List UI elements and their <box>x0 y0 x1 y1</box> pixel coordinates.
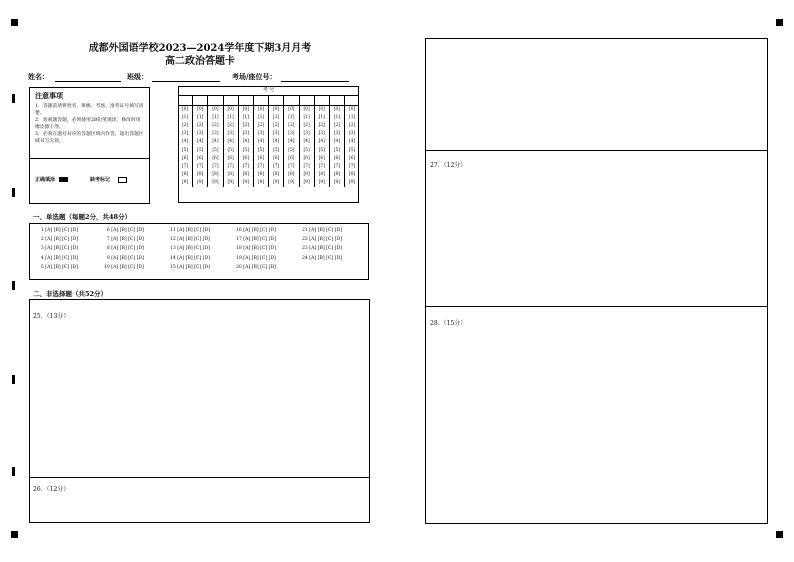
exam-id-bubble[interactable]: [5] <box>238 147 253 155</box>
exam-id-bubble[interactable]: [7] <box>284 163 299 171</box>
side-mark <box>12 467 15 476</box>
exam-id-bubble[interactable]: [8] <box>181 171 189 177</box>
exam-id-bubble[interactable]: [9] <box>253 179 268 187</box>
choice-row <box>38 228 368 233</box>
choice-item-17[interactable]: 17 [A] [B] [C] [D] <box>236 237 276 243</box>
side-mark <box>12 281 15 290</box>
exam-id-bubble[interactable]: [9] <box>284 179 299 187</box>
exam-id-bubble[interactable]: [1] <box>299 114 314 122</box>
exam-id-bubble[interactable]: [2] <box>208 122 223 130</box>
class-field[interactable] <box>127 72 220 82</box>
sheet-title-line2: 高二政治答题卡 <box>165 56 235 67</box>
exam-id-bubble[interactable]: [1] <box>253 114 268 122</box>
exam-id-write-cell[interactable] <box>208 96 223 106</box>
choice-item-14[interactable]: 14 [A] [B] [C] [D] <box>170 255 210 261</box>
exam-id-bubble[interactable]: [6] <box>223 155 238 163</box>
choice-item-13[interactable]: 13 [A] [B] [C] [D] <box>170 246 210 252</box>
exam-id-bubble[interactable]: [3] <box>193 130 208 138</box>
exam-id-bubble[interactable]: [9] <box>314 179 329 187</box>
exam-id-bubble[interactable]: [6] <box>299 155 314 163</box>
exam-id-bubble[interactable]: [8] <box>253 171 268 179</box>
exam-id-write-cell[interactable] <box>223 96 238 106</box>
choice-row <box>38 265 302 270</box>
exam-id-bubble[interactable]: [8] <box>314 171 329 179</box>
notes-item: 3．必须在题号对应的答题区域内作答，超出答题区域书写无效。 <box>35 132 144 144</box>
name-label: 姓名： <box>28 72 49 81</box>
choice-item-21[interactable]: 21 [A] [B] [C] [D] <box>302 228 342 233</box>
question-27-label: 27．（12分） <box>430 162 467 169</box>
exam-id-bubble[interactable]: [7] <box>345 163 360 171</box>
exam-id-write-cell[interactable] <box>253 96 268 106</box>
choice-item-24[interactable]: 24 [A] [B] [C] [D] <box>302 255 342 261</box>
exam-id-bubble[interactable]: [8] <box>269 171 284 179</box>
exam-id-write-cell[interactable] <box>269 96 284 106</box>
exam-id-bubble[interactable]: [2] <box>238 122 253 130</box>
exam-id-bubble[interactable]: [2] <box>223 122 238 130</box>
exam-id-bubble[interactable]: [8] <box>193 171 208 179</box>
choice-item-18[interactable]: 18 [A] [B] [C] [D] <box>236 246 276 252</box>
exam-id-bubble[interactable]: [5] <box>345 147 360 155</box>
exam-id-bubble[interactable]: [9] <box>223 179 238 187</box>
exam-id-bubble[interactable]: [3] <box>284 130 299 138</box>
exam-id-bubble[interactable]: [5] <box>208 147 223 155</box>
exam-id-bubble[interactable]: [5] <box>299 147 314 155</box>
exam-id-bubble[interactable]: [2] <box>284 122 299 130</box>
exam-id-bubble[interactable]: [3] <box>238 130 253 138</box>
exam-id-bubble[interactable]: [6] <box>329 155 344 163</box>
exam-id-bubble[interactable]: [7] <box>299 163 314 171</box>
corner-mark-top-left <box>11 19 18 26</box>
exam-id-bubble[interactable]: [1] <box>181 115 189 121</box>
exam-id-bubble[interactable]: [0] <box>208 106 223 115</box>
exam-id-bubble[interactable]: [1] <box>193 114 208 122</box>
exam-id-bubble[interactable]: [0] <box>238 106 253 115</box>
exam-id-bubble[interactable]: [9] <box>345 179 360 187</box>
exam-id-bubble[interactable]: [6] <box>345 155 360 163</box>
choice-item-7[interactable]: 7 [A] [B] [C] [D] <box>104 237 144 243</box>
choice-item-1[interactable]: 1 [A] [B] [C] [D] <box>38 228 78 233</box>
choice-item-8[interactable]: 8 [A] [B] [C] [D] <box>104 246 144 252</box>
exam-id-bubble[interactable]: [3] <box>345 130 360 138</box>
exam-id-write-cell[interactable] <box>329 96 344 106</box>
exam-id-bubble[interactable]: [9] <box>208 179 223 187</box>
choice-item-5[interactable]: 5 [A] [B] [C] [D] <box>38 264 78 270</box>
exam-id-bubble[interactable]: [7] <box>329 163 344 171</box>
exam-id-bubble[interactable]: [2] <box>269 122 284 130</box>
absent-mark-box[interactable] <box>118 177 127 183</box>
name-field[interactable] <box>28 72 121 82</box>
exam-id-bubble[interactable]: [6] <box>284 155 299 163</box>
exam-id-bubble[interactable]: [9] <box>238 179 253 187</box>
question-28-label: 28．（15分） <box>430 320 467 327</box>
exam-id-bubble[interactable]: [0] <box>345 106 360 115</box>
exam-id-bubble[interactable]: [1] <box>208 114 223 122</box>
exam-id-bubble[interactable]: [5] <box>329 147 344 155</box>
exam-id-bubble[interactable]: [8] <box>238 171 253 179</box>
exam-id-bubble[interactable]: [5] <box>284 147 299 155</box>
exam-id-bubble[interactable]: [8] <box>208 171 223 179</box>
answer-box-25-26[interactable] <box>29 299 370 523</box>
exam-id-header: 考 号 <box>262 87 275 93</box>
exam-id-bubble[interactable]: [4] <box>238 138 253 146</box>
choice-item-2[interactable]: 2 [A] [B] [C] [D] <box>38 237 78 243</box>
exam-id-bubble[interactable]: [5] <box>181 147 189 153</box>
exam-id-bubble[interactable]: [3] <box>269 130 284 138</box>
exam-id-bubble[interactable]: [2] <box>345 122 360 130</box>
exam-id-bubble[interactable]: [2] <box>329 122 344 130</box>
exam-id-write-cell[interactable] <box>314 96 329 106</box>
choice-item-23[interactable]: 23 [A] [B] [C] [D] <box>302 246 342 252</box>
exam-id-grid <box>178 86 359 187</box>
exam-id-bubble[interactable]: [8] <box>345 171 360 179</box>
exam-id-bubble[interactable]: [0] <box>284 106 299 115</box>
exam-id-bubble[interactable]: [4] <box>345 138 360 146</box>
exam-id-bubble[interactable]: [6] <box>208 155 223 163</box>
exam-id-bubble[interactable]: [0] <box>299 106 314 115</box>
exam-id-bubble[interactable]: [9] <box>193 179 208 187</box>
exam-id-bubble[interactable]: [1] <box>329 114 344 122</box>
exam-id-bubble[interactable]: [6] <box>181 155 189 161</box>
exam-id-bubble[interactable]: [7] <box>238 163 253 171</box>
side-mark <box>12 94 15 103</box>
exam-id-write-cell[interactable] <box>284 96 299 106</box>
choice-item-10[interactable]: 10 [A] [B] [C] [D] <box>104 264 144 270</box>
exam-id-bubble[interactable]: [9] <box>181 179 189 185</box>
exam-id-bubble[interactable]: [2] <box>314 122 329 130</box>
exam-id-bubble[interactable]: [4] <box>223 138 238 146</box>
exam-id-bubble[interactable]: [7] <box>253 163 268 171</box>
answer-box-27-28[interactable] <box>425 38 768 524</box>
exam-id-bubble[interactable]: [9] <box>329 179 344 187</box>
exam-id-bubble[interactable]: [6] <box>193 155 208 163</box>
exam-id-bubble[interactable]: [4] <box>253 138 268 146</box>
absent-label: 缺考标记 <box>90 177 111 183</box>
corner-mark-bottom-left <box>11 531 18 538</box>
question-25-label: 25．（13分） <box>33 313 70 320</box>
exam-id-bubble[interactable]: [0] <box>314 106 329 115</box>
room-seat-label: 考场/座位号： <box>232 72 277 81</box>
side-mark <box>12 375 15 384</box>
absent-legend <box>90 176 127 183</box>
exam-id-bubble[interactable]: [9] <box>299 179 314 187</box>
choice-item-22[interactable]: 22 [A] [B] [C] [D] <box>302 237 342 243</box>
exam-id-bubble[interactable]: [1] <box>269 114 284 122</box>
exam-id-bubble[interactable]: [4] <box>284 138 299 146</box>
exam-id-bubble[interactable]: [0] <box>253 106 268 115</box>
exam-id-bubble[interactable]: [2] <box>181 123 189 129</box>
filled-swatch <box>59 177 68 182</box>
exam-id-bubble[interactable]: [5] <box>269 147 284 155</box>
exam-id-bubble[interactable]: [0] <box>181 107 189 113</box>
exam-id-bubble[interactable]: [3] <box>329 130 344 138</box>
exam-id-bubble[interactable]: [3] <box>223 130 238 138</box>
exam-id-write-cell[interactable] <box>345 96 360 106</box>
room-seat-field[interactable] <box>232 72 349 82</box>
exam-id-bubble[interactable]: [1] <box>238 114 253 122</box>
exam-id-bubble[interactable]: [2] <box>299 122 314 130</box>
exam-id-bubble[interactable]: [4] <box>208 138 223 146</box>
exam-id-bubble[interactable]: [1] <box>223 114 238 122</box>
exam-id-write-cell[interactable] <box>193 96 208 106</box>
choice-row <box>38 256 368 261</box>
exam-id-bubble[interactable]: [7] <box>223 163 238 171</box>
choice-item-11[interactable]: 11 [A] [B] [C] [D] <box>170 228 210 233</box>
notes-box <box>29 87 150 204</box>
corner-mark-bottom-right <box>776 531 783 538</box>
section2-heading: 二、非选择题（共52分） <box>33 290 108 298</box>
exam-id-write-cell[interactable] <box>178 96 193 106</box>
choice-item-6[interactable]: 6 [A] [B] [C] [D] <box>104 228 144 233</box>
choice-item-15[interactable]: 15 [A] [B] [C] [D] <box>170 264 210 270</box>
exam-id-bubble[interactable]: [0] <box>329 106 344 115</box>
exam-id-bubble[interactable]: [9] <box>269 179 284 187</box>
exam-id-bubble[interactable]: [2] <box>193 122 208 130</box>
exam-id-bubble[interactable]: [6] <box>253 155 268 163</box>
exam-id-bubble[interactable]: [7] <box>208 163 223 171</box>
exam-id-bubble[interactable]: [8] <box>223 171 238 179</box>
exam-id-bubble[interactable]: [4] <box>299 138 314 146</box>
class-label: 班级： <box>127 72 148 81</box>
corner-mark-top-right <box>776 19 783 26</box>
exam-id-bubble[interactable]: [4] <box>193 138 208 146</box>
exam-id-bubble[interactable]: [2] <box>253 122 268 130</box>
choice-row <box>38 246 368 251</box>
correct-fill-legend <box>35 176 68 183</box>
exam-id-bubble[interactable]: [0] <box>269 106 284 115</box>
correct-fill-label: 正确填涂 <box>35 177 56 183</box>
notes-title: 注意事项 <box>35 91 63 100</box>
side-mark <box>12 188 15 197</box>
choice-item-12[interactable]: 12 [A] [B] [C] [D] <box>170 237 210 243</box>
exam-id-bubble[interactable]: [0] <box>193 106 208 115</box>
section1-heading: 一、单选题（每题2分，共48分） <box>33 213 132 221</box>
exam-id-bubble[interactable]: [3] <box>299 130 314 138</box>
exam-id-write-cell[interactable] <box>238 96 253 106</box>
exam-id-bubble[interactable]: [5] <box>223 147 238 155</box>
choice-item-3[interactable]: 3 [A] [B] [C] [D] <box>38 246 78 252</box>
question-26-label: 26．（12分） <box>33 486 70 493</box>
exam-id-bubble[interactable]: [7] <box>193 163 208 171</box>
exam-id-bubble[interactable]: [6] <box>269 155 284 163</box>
exam-id-bubble[interactable]: [3] <box>253 130 268 138</box>
exam-id-bubble[interactable]: [1] <box>345 114 360 122</box>
exam-id-bubble[interactable]: [4] <box>314 138 329 146</box>
exam-id-bubble[interactable]: [4] <box>269 138 284 146</box>
exam-id-bubble[interactable]: [1] <box>284 114 299 122</box>
choice-item-20[interactable]: 20 [A] [B] [C] [D] <box>236 264 276 270</box>
exam-id-bubble[interactable]: [7] <box>269 163 284 171</box>
exam-id-bubble[interactable]: [5] <box>253 147 268 155</box>
exam-id-bubble[interactable]: [5] <box>314 147 329 155</box>
choice-row <box>38 237 368 242</box>
exam-id-bubble[interactable]: [1] <box>314 114 329 122</box>
exam-id-bubble[interactable]: [8] <box>284 171 299 179</box>
choice-item-9[interactable]: 9 [A] [B] [C] [D] <box>104 255 144 261</box>
exam-id-bubble[interactable]: [5] <box>193 147 208 155</box>
notes-item: 1．答题前请将姓名、班级、考场、准考证号填写清楚。 <box>35 104 144 116</box>
exam-id-bubble[interactable]: [6] <box>314 155 329 163</box>
exam-id-bubble[interactable]: [3] <box>208 130 223 138</box>
choice-item-4[interactable]: 4 [A] [B] [C] [D] <box>38 255 78 261</box>
exam-id-bubble[interactable]: [3] <box>314 130 329 138</box>
exam-id-bubble[interactable]: [7] <box>314 163 329 171</box>
exam-id-write-cell[interactable] <box>299 96 314 106</box>
exam-id-bubble[interactable]: [3] <box>181 131 189 137</box>
exam-id-bubble[interactable]: [4] <box>181 139 189 145</box>
sheet-title-line1: 成都外国语学校2023—2024学年度下期3月月考 <box>88 43 312 54</box>
exam-id-bubble[interactable]: [8] <box>299 171 314 179</box>
exam-id-bubble[interactable]: [0] <box>223 106 238 115</box>
notes-item: 2．客观题答题，必须使用2B铅笔填涂，修改时用橡皮擦干净。 <box>35 118 141 130</box>
exam-id-bubble[interactable]: [8] <box>329 171 344 179</box>
choice-item-19[interactable]: 19 [A] [B] [C] [D] <box>236 255 276 261</box>
exam-id-bubble[interactable]: [7] <box>181 163 189 169</box>
exam-id-bubble[interactable]: [6] <box>238 155 253 163</box>
choice-item-16[interactable]: 16 [A] [B] [C] [D] <box>236 228 276 233</box>
exam-id-bubble[interactable]: [4] <box>329 138 344 146</box>
